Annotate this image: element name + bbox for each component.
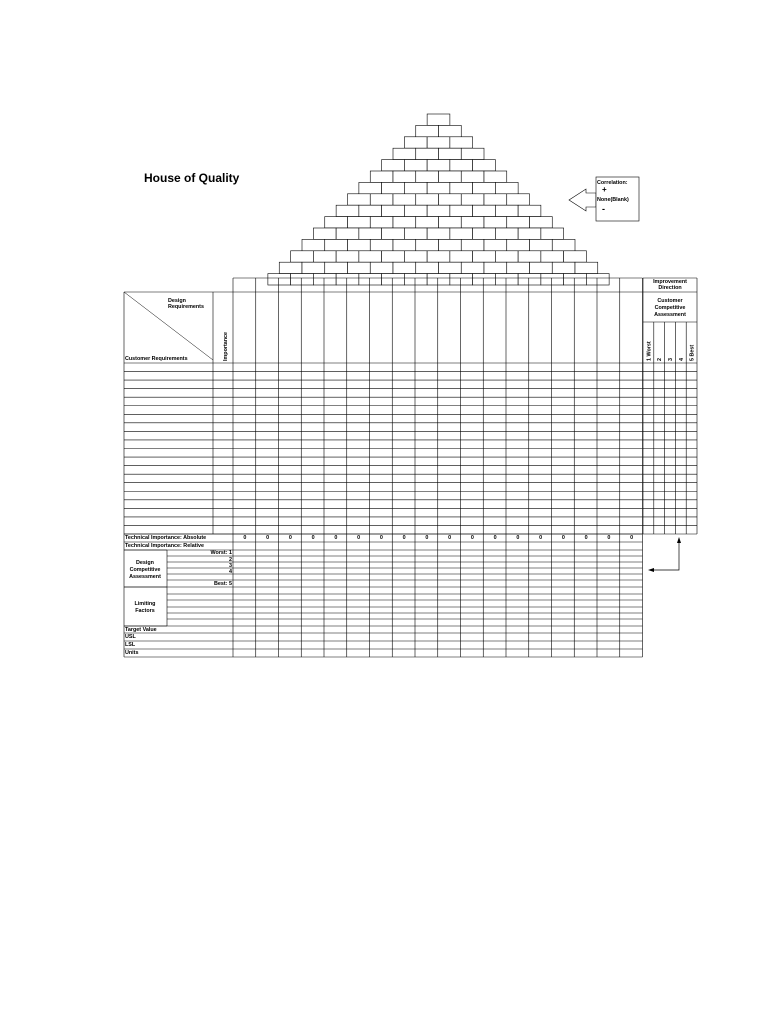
- roof-cell: [495, 274, 518, 285]
- design-requirements-label-1: Design: [168, 298, 186, 304]
- design-requirements-label-2: Requirements: [168, 304, 204, 310]
- improvement-direction-label-1: Improvement: [653, 279, 687, 285]
- roof-cell: [530, 217, 553, 228]
- dca-scale-label: 3: [229, 563, 232, 569]
- roof-cell: [359, 274, 382, 285]
- roof-cell: [416, 194, 439, 205]
- roof-cell: [359, 182, 382, 193]
- abs-value: 0: [266, 535, 270, 541]
- cca-label-1: Customer: [657, 298, 683, 304]
- roof-cell: [370, 194, 393, 205]
- connector-arrow: [648, 537, 681, 572]
- roof-cell: [461, 171, 484, 182]
- roof-cell: [393, 194, 416, 205]
- roof-cell: [404, 137, 427, 148]
- roof-cell: [473, 205, 496, 216]
- dca-label-1: Design: [136, 560, 154, 566]
- roof-cell: [416, 148, 439, 159]
- roof-cell: [348, 194, 371, 205]
- roof-cell: [427, 182, 450, 193]
- dca-label-2: Competitive: [129, 567, 161, 573]
- cca-scale-label: 5 Best: [689, 344, 696, 361]
- cca-scale-label: 2: [657, 358, 664, 361]
- roof-cell: [279, 262, 302, 273]
- roof-cell: [404, 251, 427, 262]
- roof-cell: [495, 205, 518, 216]
- customer-requirements-label: Customer Requirements: [125, 356, 188, 362]
- roof-cell: [382, 160, 405, 171]
- roof-cell: [507, 262, 530, 273]
- target-value-label: Target Value: [125, 627, 157, 633]
- roof-cell: [484, 194, 507, 205]
- roof-cell: [427, 205, 450, 216]
- roof-cell: [404, 182, 427, 193]
- legend-none: None(Blank): [597, 197, 629, 203]
- roof-cell: [348, 239, 371, 250]
- roof-cell: [359, 205, 382, 216]
- dca-scale-label: 4: [229, 569, 232, 575]
- dca-scale-label: 2: [229, 557, 232, 563]
- roof-cell: [495, 251, 518, 262]
- cca-label-3: Assessment: [654, 312, 686, 318]
- legend-heading: Correlation:: [597, 180, 628, 186]
- arrow-up-icon: [677, 537, 681, 543]
- roof-cell: [450, 137, 473, 148]
- abs-value: 0: [243, 535, 247, 541]
- abs-value: 0: [584, 535, 588, 541]
- roof-cell: [393, 148, 416, 159]
- roof-cell: [552, 239, 575, 250]
- roof-cell: [450, 274, 473, 285]
- abs-value: 0: [539, 535, 543, 541]
- roof-cell: [450, 228, 473, 239]
- roof-cell: [461, 262, 484, 273]
- roof-cell: [416, 239, 439, 250]
- cca-scale-label: 3: [668, 358, 674, 361]
- correlation-legend: [569, 177, 639, 221]
- roof-cell: [370, 262, 393, 273]
- dca-scale-label: Worst: 1: [210, 550, 232, 556]
- roof-cell: [439, 125, 462, 136]
- roof-cell: [564, 274, 587, 285]
- matrix-grid: [124, 278, 697, 657]
- roof-cell: [473, 228, 496, 239]
- roof-cell: [461, 148, 484, 159]
- roof-cell: [552, 262, 575, 273]
- roof-cell: [393, 217, 416, 228]
- legend-arrow-icon: [569, 189, 596, 211]
- abs-value: 0: [448, 535, 452, 541]
- roof-cell: [325, 239, 348, 250]
- roof-cell: [495, 182, 518, 193]
- abs-value: 0: [357, 535, 361, 541]
- page-title: House of Quality: [144, 171, 240, 185]
- abs-value: 0: [493, 535, 497, 541]
- roof-cell: [427, 160, 450, 171]
- roof-cell: [416, 262, 439, 273]
- roof-cell: [450, 251, 473, 262]
- roof-cell: [541, 274, 564, 285]
- tech-importance-relative-label: Technical Importance: Relative: [125, 543, 204, 549]
- roof-cell: [404, 205, 427, 216]
- roof-cell: [348, 262, 371, 273]
- limiting-factors-label-2: Factors: [135, 608, 155, 614]
- roof-cell: [416, 125, 439, 136]
- arrow-left-icon: [648, 568, 654, 572]
- roof-cell: [518, 205, 541, 216]
- correlation-roof: [268, 114, 609, 285]
- roof-cell: [427, 251, 450, 262]
- roof-cell: [530, 262, 553, 273]
- roof-cell: [507, 239, 530, 250]
- roof-cell: [427, 228, 450, 239]
- roof-cell: [382, 205, 405, 216]
- roof-cell: [564, 251, 587, 262]
- roof-cell: [313, 274, 336, 285]
- roof-cell: [427, 137, 450, 148]
- roof-cell: [427, 114, 450, 125]
- usl-label: USL: [125, 634, 136, 640]
- abs-value: 0: [630, 535, 634, 541]
- roof-cell: [382, 274, 405, 285]
- roof-cell: [439, 262, 462, 273]
- abs-value: 0: [607, 535, 611, 541]
- roof-cell: [461, 217, 484, 228]
- lsl-label: LSL: [125, 642, 136, 648]
- units-label: Units: [125, 650, 139, 656]
- roof-cell: [518, 274, 541, 285]
- roof-cell: [359, 228, 382, 239]
- roof-cell: [382, 251, 405, 262]
- roof-cell: [427, 274, 450, 285]
- roof-cell: [404, 160, 427, 171]
- importance-label: Importance: [223, 331, 229, 361]
- roof-cell: [484, 239, 507, 250]
- legend-minus: -: [602, 204, 605, 214]
- abs-value: 0: [311, 535, 315, 541]
- roof-cell: [450, 182, 473, 193]
- abs-value: 0: [334, 535, 338, 541]
- roof-cell: [268, 274, 291, 285]
- legend-plus: +: [602, 185, 607, 194]
- roof-cell: [302, 262, 325, 273]
- dca-scale-label: Best: 5: [214, 581, 232, 587]
- cca-label-2: Competitive: [654, 305, 686, 311]
- roof-cell: [450, 160, 473, 171]
- roof-cell: [416, 217, 439, 228]
- roof-cell: [382, 228, 405, 239]
- roof-cell: [473, 274, 496, 285]
- roof-cell: [291, 251, 314, 262]
- roof-cell: [530, 239, 553, 250]
- roof-cell: [348, 217, 371, 228]
- roof-cell: [473, 251, 496, 262]
- roof-cell: [336, 274, 359, 285]
- roof-cell: [586, 274, 609, 285]
- abs-value: 0: [288, 535, 292, 541]
- roof-cell: [336, 205, 359, 216]
- roof-cell: [484, 262, 507, 273]
- roof-cell: [404, 228, 427, 239]
- roof-cell: [484, 217, 507, 228]
- roof-cell: [439, 217, 462, 228]
- roof-cell: [439, 171, 462, 182]
- abs-value: 0: [402, 535, 406, 541]
- roof-cell: [359, 251, 382, 262]
- roof-cell: [313, 251, 336, 262]
- roof-cell: [484, 171, 507, 182]
- roof-cell: [461, 194, 484, 205]
- roof-cell: [518, 228, 541, 239]
- cca-scale-label: 4: [678, 358, 685, 361]
- abs-value: 0: [379, 535, 383, 541]
- abs-value: 0: [516, 535, 520, 541]
- roof-cell: [439, 148, 462, 159]
- roof-cell: [393, 239, 416, 250]
- roof-cell: [416, 171, 439, 182]
- roof-cell: [575, 262, 598, 273]
- roof-cell: [393, 171, 416, 182]
- roof-cell: [507, 217, 530, 228]
- roof-cell: [473, 182, 496, 193]
- roof-cell: [518, 251, 541, 262]
- roof-cell: [541, 251, 564, 262]
- abs-value: 0: [425, 535, 429, 541]
- roof-cell: [302, 239, 325, 250]
- improvement-direction-label-2: Direction: [658, 285, 682, 291]
- roof-cell: [325, 217, 348, 228]
- roof-cell: [439, 239, 462, 250]
- roof-cell: [336, 251, 359, 262]
- dca-label-3: Assessment: [129, 574, 161, 580]
- roof-cell: [370, 217, 393, 228]
- roof-cell: [450, 205, 473, 216]
- limiting-factors-label-1: Limiting: [134, 601, 156, 607]
- tech-importance-absolute-label: Technical Importance: Absolute: [125, 535, 207, 541]
- roof-cell: [336, 228, 359, 239]
- roof-cell: [404, 274, 427, 285]
- roof-cell: [541, 228, 564, 239]
- roof-cell: [439, 194, 462, 205]
- roof-cell: [313, 228, 336, 239]
- roof-cell: [393, 262, 416, 273]
- roof-cell: [382, 182, 405, 193]
- abs-value: 0: [561, 535, 565, 541]
- roof-cell: [473, 160, 496, 171]
- roof-cell: [325, 262, 348, 273]
- roof-cell: [370, 171, 393, 182]
- abs-value: 0: [470, 535, 474, 541]
- roof-cell: [370, 239, 393, 250]
- roof-cell: [291, 274, 314, 285]
- cca-scale-label: 1 Worst: [646, 341, 653, 361]
- roof-cell: [495, 228, 518, 239]
- roof-cell: [507, 194, 530, 205]
- roof-cell: [461, 239, 484, 250]
